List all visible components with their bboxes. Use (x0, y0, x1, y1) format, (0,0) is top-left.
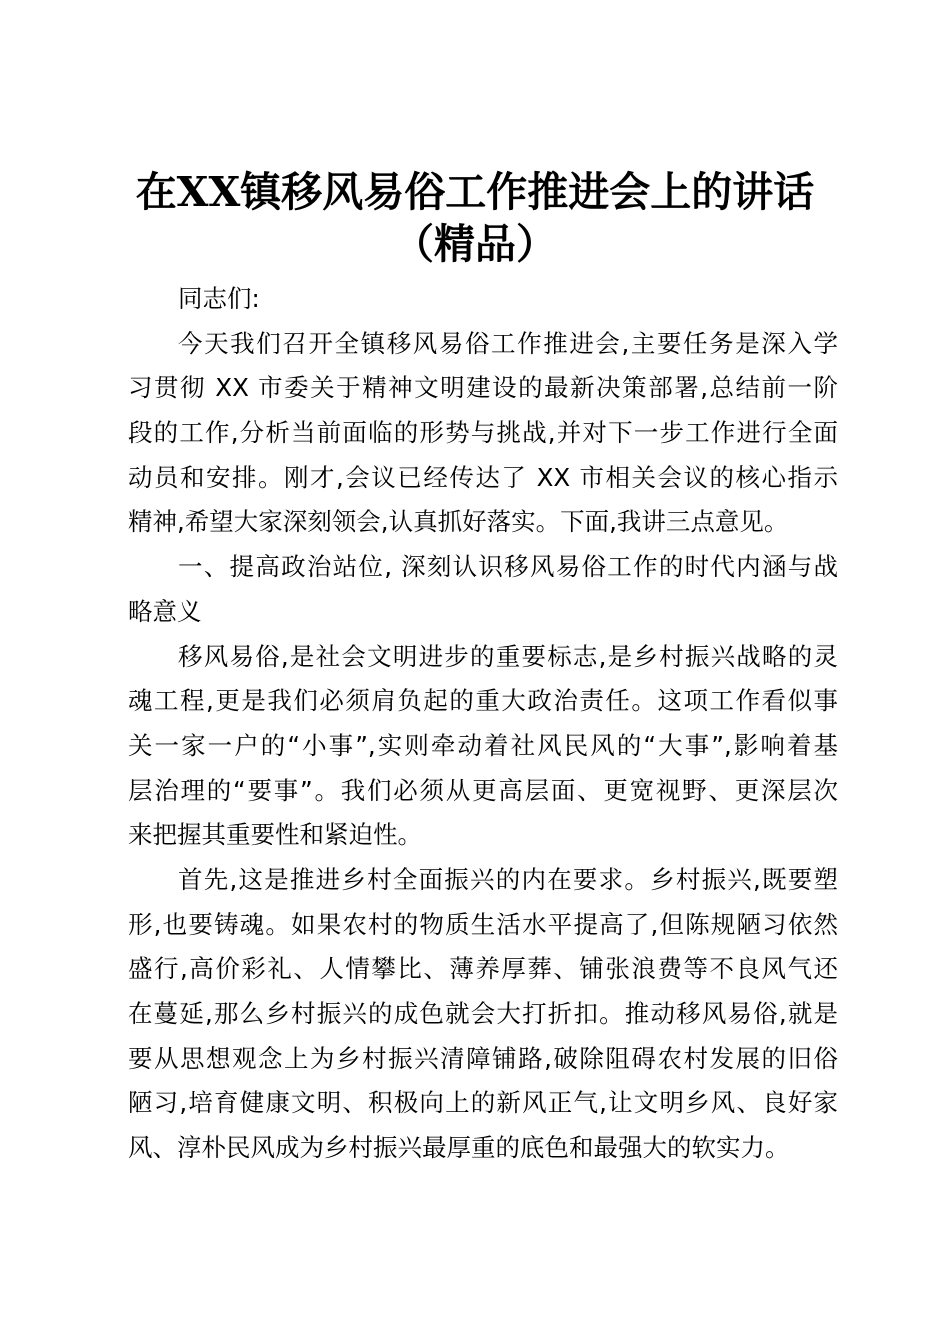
paragraph-line: 陋习,培育健康文明、积极向上的新风正气,让文明乡风、良好家 (128, 1088, 838, 1118)
document-body (128, 277, 838, 1171)
heading-line: 一、提高政治站位, 深刻认识移风易俗工作的时代内涵与战 (178, 552, 838, 582)
document-title: 在XX镇移风易俗工作推进会上的讲话 (135, 168, 815, 216)
paragraph-line: 风、淳朴民风成为乡村振兴最厚重的底色和最强大的软实力。 (128, 1133, 790, 1163)
paragraph-line: 盛行,高价彩礼、人情攀比、薄养厚葬、铺张浪费等不良风气还 (128, 954, 838, 984)
paragraph-significance (128, 635, 838, 858)
paragraph-line: 动员和安排。刚才,会议已经传达了 XX 市相关会议的核心指示 (128, 462, 838, 492)
paragraph-line: 在蔓延,那么乡村振兴的成色就会大打折扣。推动移风易俗,就是 (128, 999, 838, 1028)
paragraph-rural-revitalization (128, 858, 838, 1171)
section-heading-1 (128, 545, 838, 634)
heading-line: 略意义 (128, 596, 202, 626)
paragraph-line: 习贯彻 XX 市委关于精神文明建设的最新决策部署,总结前一阶 (128, 373, 838, 403)
document-subtitle: （精品） (393, 220, 557, 268)
paragraph-line: 魂工程,更是我们必须肩负起的重大政治责任。这项工作看似事 (128, 686, 838, 716)
paragraph-line: 层治理的“要事”。我们必须从更高层面、更宽视野、更深层次 (128, 775, 838, 805)
greeting: 同志们: (178, 284, 260, 313)
paragraph-line: 首先,这是推进乡村全面振兴的内在要求。乡村振兴,既要塑 (178, 864, 838, 894)
paragraph-intro (128, 322, 838, 545)
paragraph-line: 关一家一户的“小事”,实则牵动着社风民风的“大事”,影响着基 (128, 730, 838, 760)
paragraph-line: 精神,希望大家深刻领会,认真抓好落实。下面,我讲三点意见。 (128, 507, 789, 537)
paragraph-line: 要从思想观念上为乡村振兴清障铺路,破除阻碍农村发展的旧俗 (128, 1043, 838, 1073)
paragraph-line: 今天我们召开全镇移风易俗工作推进会,主要任务是深入学 (178, 328, 838, 358)
paragraph-line: 来把握其重要性和紧迫性。 (128, 820, 422, 850)
paragraph-line: 移风易俗,是社会文明进步的重要标志,是乡村振兴战略的灵 (178, 641, 838, 671)
paragraph-line: 段的工作,分析当前面临的形势与挑战,并对下一步工作进行全面 (128, 418, 838, 448)
paragraph-line: 形,也要铸魂。如果农村的物质生活水平提高了,但陈规陋习依然 (128, 909, 838, 939)
